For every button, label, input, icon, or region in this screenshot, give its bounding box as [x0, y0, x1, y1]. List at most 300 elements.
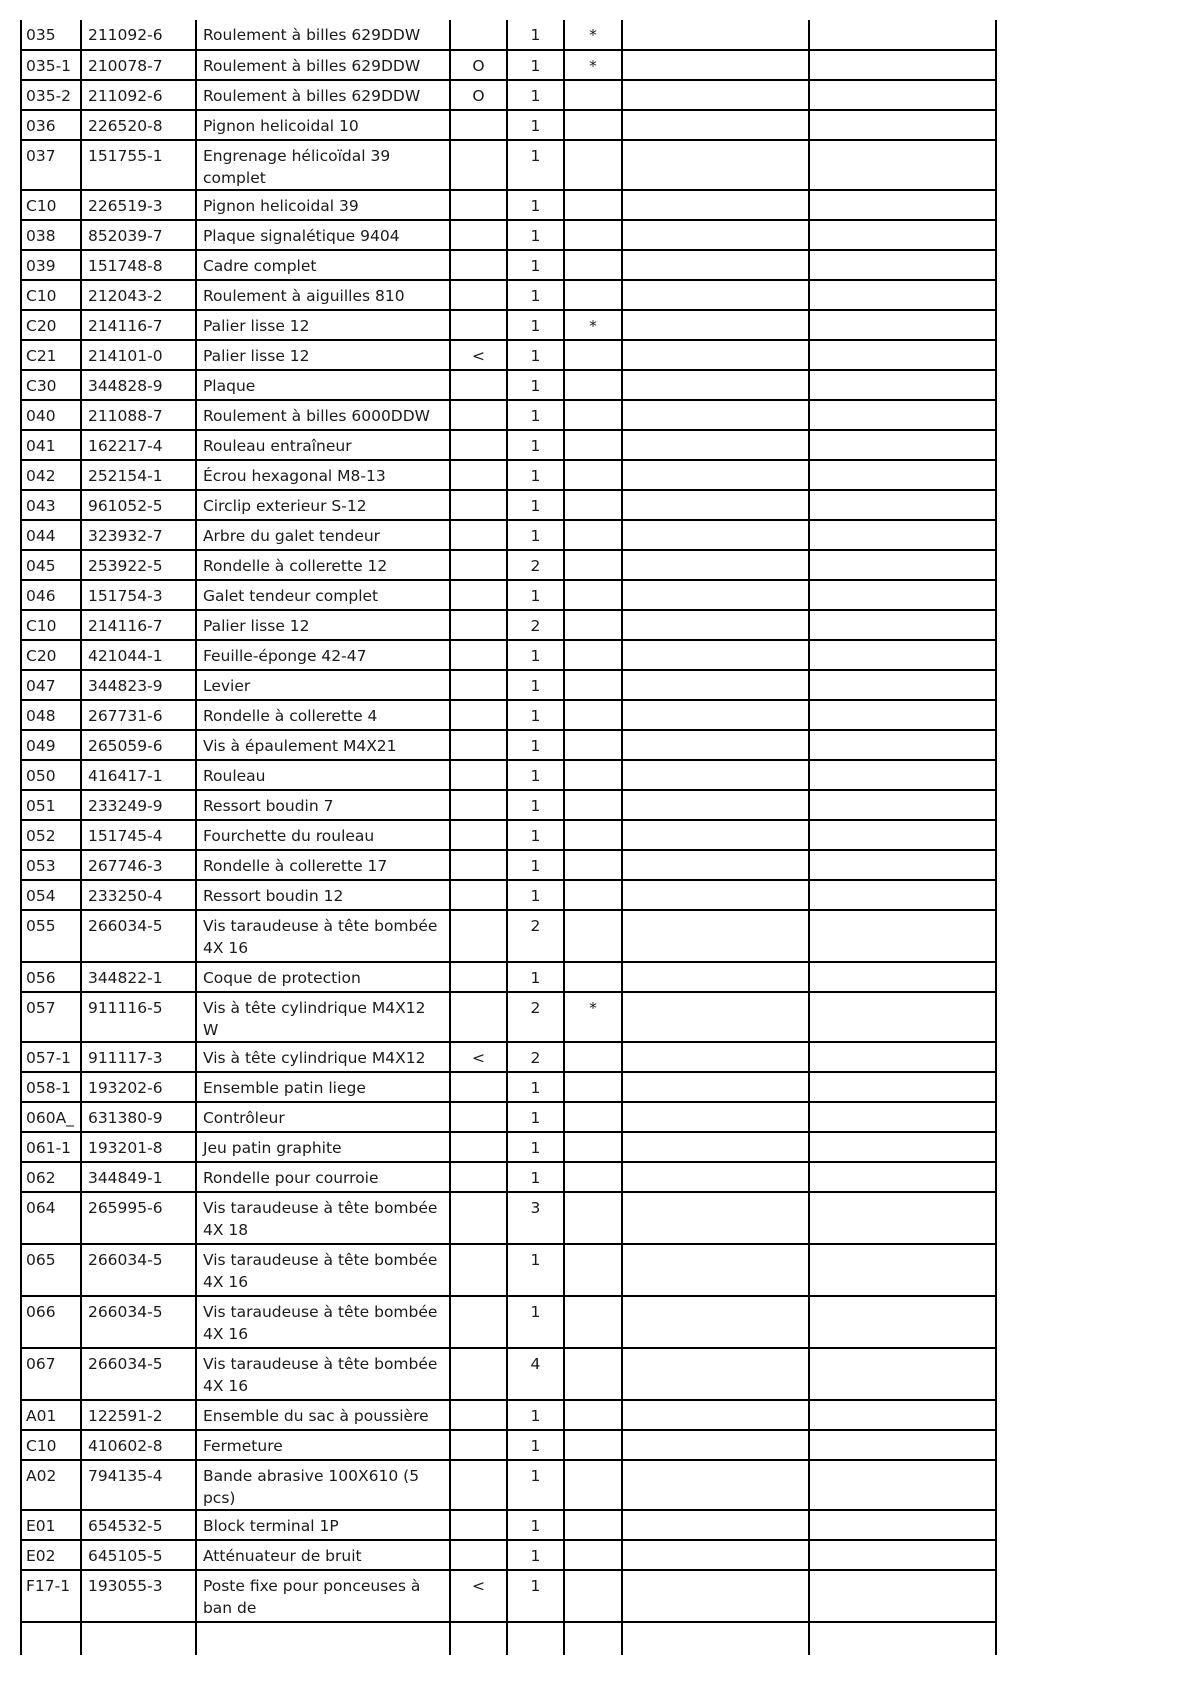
mark-cell — [564, 1192, 622, 1244]
ref-cell: 043 — [21, 490, 81, 520]
mark-cell — [564, 640, 622, 670]
extra-cell — [622, 1460, 809, 1510]
table-row — [21, 670, 996, 700]
mark-cell — [564, 1042, 622, 1072]
quantity-cell: 1 — [507, 1460, 564, 1510]
part-number-cell: 654532-5 — [81, 1510, 196, 1540]
extra-cell — [809, 340, 996, 370]
quantity-cell: 1 — [507, 880, 564, 910]
extra-cell — [622, 730, 809, 760]
extra-cell — [809, 250, 996, 280]
note-cell — [450, 730, 507, 760]
extra-cell — [809, 80, 996, 110]
ref-cell: 048 — [21, 700, 81, 730]
description-cell: Vis taraudeuse à tête bombée 4X 16 — [196, 910, 450, 962]
extra-cell — [809, 460, 996, 490]
part-number-cell: 151745-4 — [81, 820, 196, 850]
quantity-cell: 2 — [507, 1042, 564, 1072]
extra-cell — [622, 1244, 809, 1296]
note-cell — [450, 400, 507, 430]
extra-cell — [809, 962, 996, 992]
quantity-cell: 1 — [507, 1244, 564, 1296]
part-number-cell: 226519-3 — [81, 190, 196, 220]
table-row — [21, 1072, 996, 1102]
empty-cell — [196, 1622, 450, 1655]
description-cell: Écrou hexagonal M8-13 — [196, 460, 450, 490]
note-cell — [450, 1510, 507, 1540]
extra-cell — [622, 490, 809, 520]
note-cell — [450, 1162, 507, 1192]
extra-cell — [622, 1430, 809, 1460]
description-cell: Roulement à aiguilles 810 — [196, 280, 450, 310]
extra-cell — [622, 340, 809, 370]
part-number-cell: 211088-7 — [81, 400, 196, 430]
table-row — [21, 490, 996, 520]
extra-cell — [622, 20, 809, 50]
description-cell: Rouleau — [196, 760, 450, 790]
ref-cell: 049 — [21, 730, 81, 760]
description-cell: Rouleau entraîneur — [196, 430, 450, 460]
ref-cell: 057 — [21, 992, 81, 1042]
part-number-cell: 852039-7 — [81, 220, 196, 250]
quantity-cell: 1 — [507, 80, 564, 110]
description-cell: Fermeture — [196, 1430, 450, 1460]
note-cell — [450, 250, 507, 280]
extra-cell — [809, 880, 996, 910]
part-number-cell: 410602-8 — [81, 1430, 196, 1460]
ref-cell: C21 — [21, 340, 81, 370]
table-row — [21, 850, 996, 880]
extra-cell — [809, 1244, 996, 1296]
table-row — [21, 1042, 996, 1072]
note-cell — [450, 1244, 507, 1296]
quantity-cell: 1 — [507, 1296, 564, 1348]
extra-cell — [809, 1460, 996, 1510]
extra-cell — [622, 992, 809, 1042]
mark-cell — [564, 1460, 622, 1510]
part-number-cell: 266034-5 — [81, 1348, 196, 1400]
ref-cell: 055 — [21, 910, 81, 962]
quantity-cell: 1 — [507, 670, 564, 700]
ref-cell: 046 — [21, 580, 81, 610]
table-row — [21, 80, 996, 110]
part-number-cell: 344823-9 — [81, 670, 196, 700]
empty-cell — [450, 1622, 507, 1655]
table-row — [21, 1348, 996, 1400]
quantity-cell: 1 — [507, 760, 564, 790]
description-cell: Rondelle pour courroie — [196, 1162, 450, 1192]
ref-cell: F17-1 — [21, 1570, 81, 1622]
mark-cell — [564, 1540, 622, 1570]
note-cell: < — [450, 340, 507, 370]
extra-cell — [809, 820, 996, 850]
extra-cell — [622, 700, 809, 730]
extra-cell — [622, 190, 809, 220]
quantity-cell: 1 — [507, 280, 564, 310]
quantity-cell: 1 — [507, 700, 564, 730]
extra-cell — [622, 1102, 809, 1132]
mark-cell — [564, 550, 622, 580]
mark-cell — [564, 760, 622, 790]
extra-cell — [809, 1042, 996, 1072]
empty-cell — [622, 1622, 809, 1655]
extra-cell — [622, 430, 809, 460]
quantity-cell: 1 — [507, 20, 564, 50]
note-cell — [450, 1430, 507, 1460]
mark-cell — [564, 430, 622, 460]
quantity-cell: 1 — [507, 340, 564, 370]
ref-cell: 058-1 — [21, 1072, 81, 1102]
extra-cell — [809, 1192, 996, 1244]
ref-cell: 062 — [21, 1162, 81, 1192]
quantity-cell: 1 — [507, 140, 564, 190]
note-cell — [450, 430, 507, 460]
quantity-cell: 1 — [507, 460, 564, 490]
note-cell — [450, 700, 507, 730]
ref-cell: C10 — [21, 1430, 81, 1460]
extra-cell — [622, 550, 809, 580]
extra-cell — [809, 520, 996, 550]
mark-cell — [564, 280, 622, 310]
extra-cell — [622, 1510, 809, 1540]
extra-cell — [622, 760, 809, 790]
ref-cell: C20 — [21, 640, 81, 670]
mark-cell — [564, 1400, 622, 1430]
extra-cell — [622, 1400, 809, 1430]
quantity-cell: 1 — [507, 730, 564, 760]
description-cell: Ressort boudin 7 — [196, 790, 450, 820]
ref-cell: 047 — [21, 670, 81, 700]
description-cell: Poste fixe pour ponceuses à ban de — [196, 1570, 450, 1622]
extra-cell — [809, 1510, 996, 1540]
note-cell: O — [450, 80, 507, 110]
note-cell — [450, 550, 507, 580]
table-row — [21, 1244, 996, 1296]
description-cell: Rondelle à collerette 4 — [196, 700, 450, 730]
note-cell — [450, 460, 507, 490]
quantity-cell: 1 — [507, 250, 564, 280]
ref-cell: A02 — [21, 1460, 81, 1510]
description-cell: Ensemble patin liege — [196, 1072, 450, 1102]
part-number-cell: 151748-8 — [81, 250, 196, 280]
extra-cell — [809, 280, 996, 310]
description-cell: Plaque — [196, 370, 450, 400]
part-number-cell: 252154-1 — [81, 460, 196, 490]
note-cell — [450, 962, 507, 992]
description-cell: Rondelle à collerette 17 — [196, 850, 450, 880]
quantity-cell: 1 — [507, 1570, 564, 1622]
table-row — [21, 1570, 996, 1622]
table-row — [21, 220, 996, 250]
part-number-cell: 193202-6 — [81, 1072, 196, 1102]
quantity-cell: 1 — [507, 490, 564, 520]
mark-cell — [564, 190, 622, 220]
part-number-cell: 193201-8 — [81, 1132, 196, 1162]
part-number-cell: 645105-5 — [81, 1540, 196, 1570]
description-cell: Vis taraudeuse à tête bombée 4X 18 — [196, 1192, 450, 1244]
table-row — [21, 730, 996, 760]
ref-cell: 052 — [21, 820, 81, 850]
extra-cell — [809, 490, 996, 520]
mark-cell — [564, 610, 622, 640]
note-cell — [450, 190, 507, 220]
mark-cell — [564, 370, 622, 400]
extra-cell — [809, 1296, 996, 1348]
quantity-cell: 1 — [507, 1540, 564, 1570]
extra-cell — [809, 850, 996, 880]
note-cell — [450, 670, 507, 700]
part-number-cell: 267746-3 — [81, 850, 196, 880]
extra-cell — [809, 1102, 996, 1132]
ref-cell: C30 — [21, 370, 81, 400]
part-number-cell: 214116-7 — [81, 310, 196, 340]
table-row — [21, 50, 996, 80]
ref-cell: 037 — [21, 140, 81, 190]
mark-cell — [564, 580, 622, 610]
table-row — [21, 140, 996, 190]
table-row — [21, 430, 996, 460]
table-row — [21, 550, 996, 580]
mark-cell: * — [564, 310, 622, 340]
mark-cell — [564, 730, 622, 760]
table-row — [21, 190, 996, 220]
description-cell: Bande abrasive 100X610 (5 pcs) — [196, 1460, 450, 1510]
parts-table — [20, 20, 997, 1655]
note-cell: < — [450, 1570, 507, 1622]
extra-cell — [809, 640, 996, 670]
note-cell — [450, 992, 507, 1042]
table-row — [21, 110, 996, 140]
extra-cell — [622, 80, 809, 110]
note-cell — [450, 1132, 507, 1162]
extra-cell — [809, 1540, 996, 1570]
table-row — [21, 880, 996, 910]
mark-cell — [564, 910, 622, 962]
ref-cell: 036 — [21, 110, 81, 140]
extra-cell — [622, 1570, 809, 1622]
table-row — [21, 640, 996, 670]
extra-cell — [809, 400, 996, 430]
empty-cell — [507, 1622, 564, 1655]
extra-cell — [622, 1192, 809, 1244]
quantity-cell: 1 — [507, 640, 564, 670]
table-row — [21, 400, 996, 430]
extra-cell — [622, 850, 809, 880]
description-cell: Circlip exterieur S-12 — [196, 490, 450, 520]
quantity-cell: 3 — [507, 1192, 564, 1244]
ref-cell: 056 — [21, 962, 81, 992]
extra-cell — [809, 20, 996, 50]
part-number-cell: 344849-1 — [81, 1162, 196, 1192]
quantity-cell: 1 — [507, 400, 564, 430]
description-cell: Plaque signalétique 9404 — [196, 220, 450, 250]
part-number-cell: 416417-1 — [81, 760, 196, 790]
mark-cell — [564, 250, 622, 280]
table-row — [21, 700, 996, 730]
part-number-cell: 210078-7 — [81, 50, 196, 80]
quantity-cell: 2 — [507, 610, 564, 640]
ref-cell: C10 — [21, 610, 81, 640]
table-row — [21, 1162, 996, 1192]
parts-table-body — [21, 20, 996, 1655]
extra-cell — [622, 820, 809, 850]
extra-cell — [622, 580, 809, 610]
description-cell: Coque de protection — [196, 962, 450, 992]
mark-cell — [564, 1510, 622, 1540]
description-cell: Vis taraudeuse à tête bombée 4X 16 — [196, 1244, 450, 1296]
mark-cell — [564, 1296, 622, 1348]
extra-cell — [809, 670, 996, 700]
extra-cell — [809, 370, 996, 400]
empty-cell — [81, 1622, 196, 1655]
table-row — [21, 580, 996, 610]
ref-cell: A01 — [21, 1400, 81, 1430]
description-cell: Arbre du galet tendeur — [196, 520, 450, 550]
empty-cell — [21, 1622, 81, 1655]
extra-cell — [622, 520, 809, 550]
extra-cell — [622, 370, 809, 400]
part-number-cell: 214101-0 — [81, 340, 196, 370]
mark-cell — [564, 1162, 622, 1192]
table-row — [21, 280, 996, 310]
extra-cell — [622, 610, 809, 640]
part-number-cell: 233250-4 — [81, 880, 196, 910]
part-number-cell: 911117-3 — [81, 1042, 196, 1072]
table-row — [21, 250, 996, 280]
note-cell — [450, 880, 507, 910]
part-number-cell: 211092-6 — [81, 20, 196, 50]
description-cell: Roulement à billes 6000DDW — [196, 400, 450, 430]
part-number-cell: 193055-3 — [81, 1570, 196, 1622]
description-cell: Jeu patin graphite — [196, 1132, 450, 1162]
table-row — [21, 1460, 996, 1510]
description-cell: Pignon helicoidal 39 — [196, 190, 450, 220]
quantity-cell: 1 — [507, 520, 564, 550]
quantity-cell: 1 — [507, 850, 564, 880]
mark-cell — [564, 220, 622, 250]
mark-cell — [564, 700, 622, 730]
extra-cell — [809, 700, 996, 730]
part-number-cell: 266034-5 — [81, 1244, 196, 1296]
ref-cell: 045 — [21, 550, 81, 580]
part-number-cell: 794135-4 — [81, 1460, 196, 1510]
empty-table-row — [21, 1622, 996, 1655]
part-number-cell: 631380-9 — [81, 1102, 196, 1132]
ref-cell: C10 — [21, 190, 81, 220]
table-row — [21, 1430, 996, 1460]
note-cell — [450, 1460, 507, 1510]
part-number-cell: 961052-5 — [81, 490, 196, 520]
extra-cell — [622, 1042, 809, 1072]
part-number-cell: 267731-6 — [81, 700, 196, 730]
part-number-cell: 253922-5 — [81, 550, 196, 580]
extra-cell — [809, 1072, 996, 1102]
mark-cell: * — [564, 50, 622, 80]
mark-cell — [564, 80, 622, 110]
note-cell — [450, 1296, 507, 1348]
part-number-cell: 226520-8 — [81, 110, 196, 140]
extra-cell — [809, 910, 996, 962]
mark-cell — [564, 820, 622, 850]
table-row — [21, 1192, 996, 1244]
note-cell — [450, 850, 507, 880]
description-cell: Vis à épaulement M4X21 — [196, 730, 450, 760]
description-cell: Roulement à billes 629DDW — [196, 80, 450, 110]
extra-cell — [622, 110, 809, 140]
quantity-cell: 1 — [507, 1430, 564, 1460]
note-cell — [450, 1400, 507, 1430]
ref-cell: 044 — [21, 520, 81, 550]
table-row — [21, 910, 996, 962]
note-cell — [450, 1348, 507, 1400]
mark-cell — [564, 140, 622, 190]
note-cell — [450, 1102, 507, 1132]
mark-cell — [564, 400, 622, 430]
extra-cell — [809, 110, 996, 140]
table-row — [21, 1296, 996, 1348]
extra-cell — [622, 1296, 809, 1348]
description-cell: Atténuateur de bruit — [196, 1540, 450, 1570]
note-cell — [450, 220, 507, 250]
description-cell: Vis à tête cylindrique M4X12 — [196, 1042, 450, 1072]
part-number-cell: 214116-7 — [81, 610, 196, 640]
extra-cell — [809, 550, 996, 580]
part-number-cell: 151754-3 — [81, 580, 196, 610]
description-cell: Vis taraudeuse à tête bombée 4X 16 — [196, 1348, 450, 1400]
note-cell — [450, 490, 507, 520]
ref-cell: E02 — [21, 1540, 81, 1570]
note-cell — [450, 640, 507, 670]
extra-cell — [622, 310, 809, 340]
table-row — [21, 1400, 996, 1430]
note-cell — [450, 1540, 507, 1570]
mark-cell — [564, 1102, 622, 1132]
note-cell — [450, 610, 507, 640]
part-number-cell: 265995-6 — [81, 1192, 196, 1244]
ref-cell: 060A_ — [21, 1102, 81, 1132]
description-cell: Block terminal 1P — [196, 1510, 450, 1540]
part-number-cell: 266034-5 — [81, 1296, 196, 1348]
quantity-cell: 1 — [507, 370, 564, 400]
extra-cell — [622, 1162, 809, 1192]
table-row — [21, 370, 996, 400]
table-row — [21, 760, 996, 790]
extra-cell — [622, 1072, 809, 1102]
mark-cell: * — [564, 20, 622, 50]
extra-cell — [809, 1162, 996, 1192]
ref-cell: 035 — [21, 20, 81, 50]
mark-cell — [564, 1072, 622, 1102]
extra-cell — [622, 1132, 809, 1162]
extra-cell — [809, 790, 996, 820]
table-row — [21, 962, 996, 992]
mark-cell — [564, 850, 622, 880]
quantity-cell: 1 — [507, 310, 564, 340]
note-cell — [450, 1072, 507, 1102]
empty-cell — [564, 1622, 622, 1655]
extra-cell — [622, 400, 809, 430]
mark-cell: * — [564, 992, 622, 1042]
quantity-cell: 1 — [507, 962, 564, 992]
part-number-cell: 344822-1 — [81, 962, 196, 992]
extra-cell — [809, 430, 996, 460]
part-number-cell: 323932-7 — [81, 520, 196, 550]
mark-cell — [564, 490, 622, 520]
description-cell: Cadre complet — [196, 250, 450, 280]
mark-cell — [564, 962, 622, 992]
part-number-cell: 911116-5 — [81, 992, 196, 1042]
ref-cell: 041 — [21, 430, 81, 460]
